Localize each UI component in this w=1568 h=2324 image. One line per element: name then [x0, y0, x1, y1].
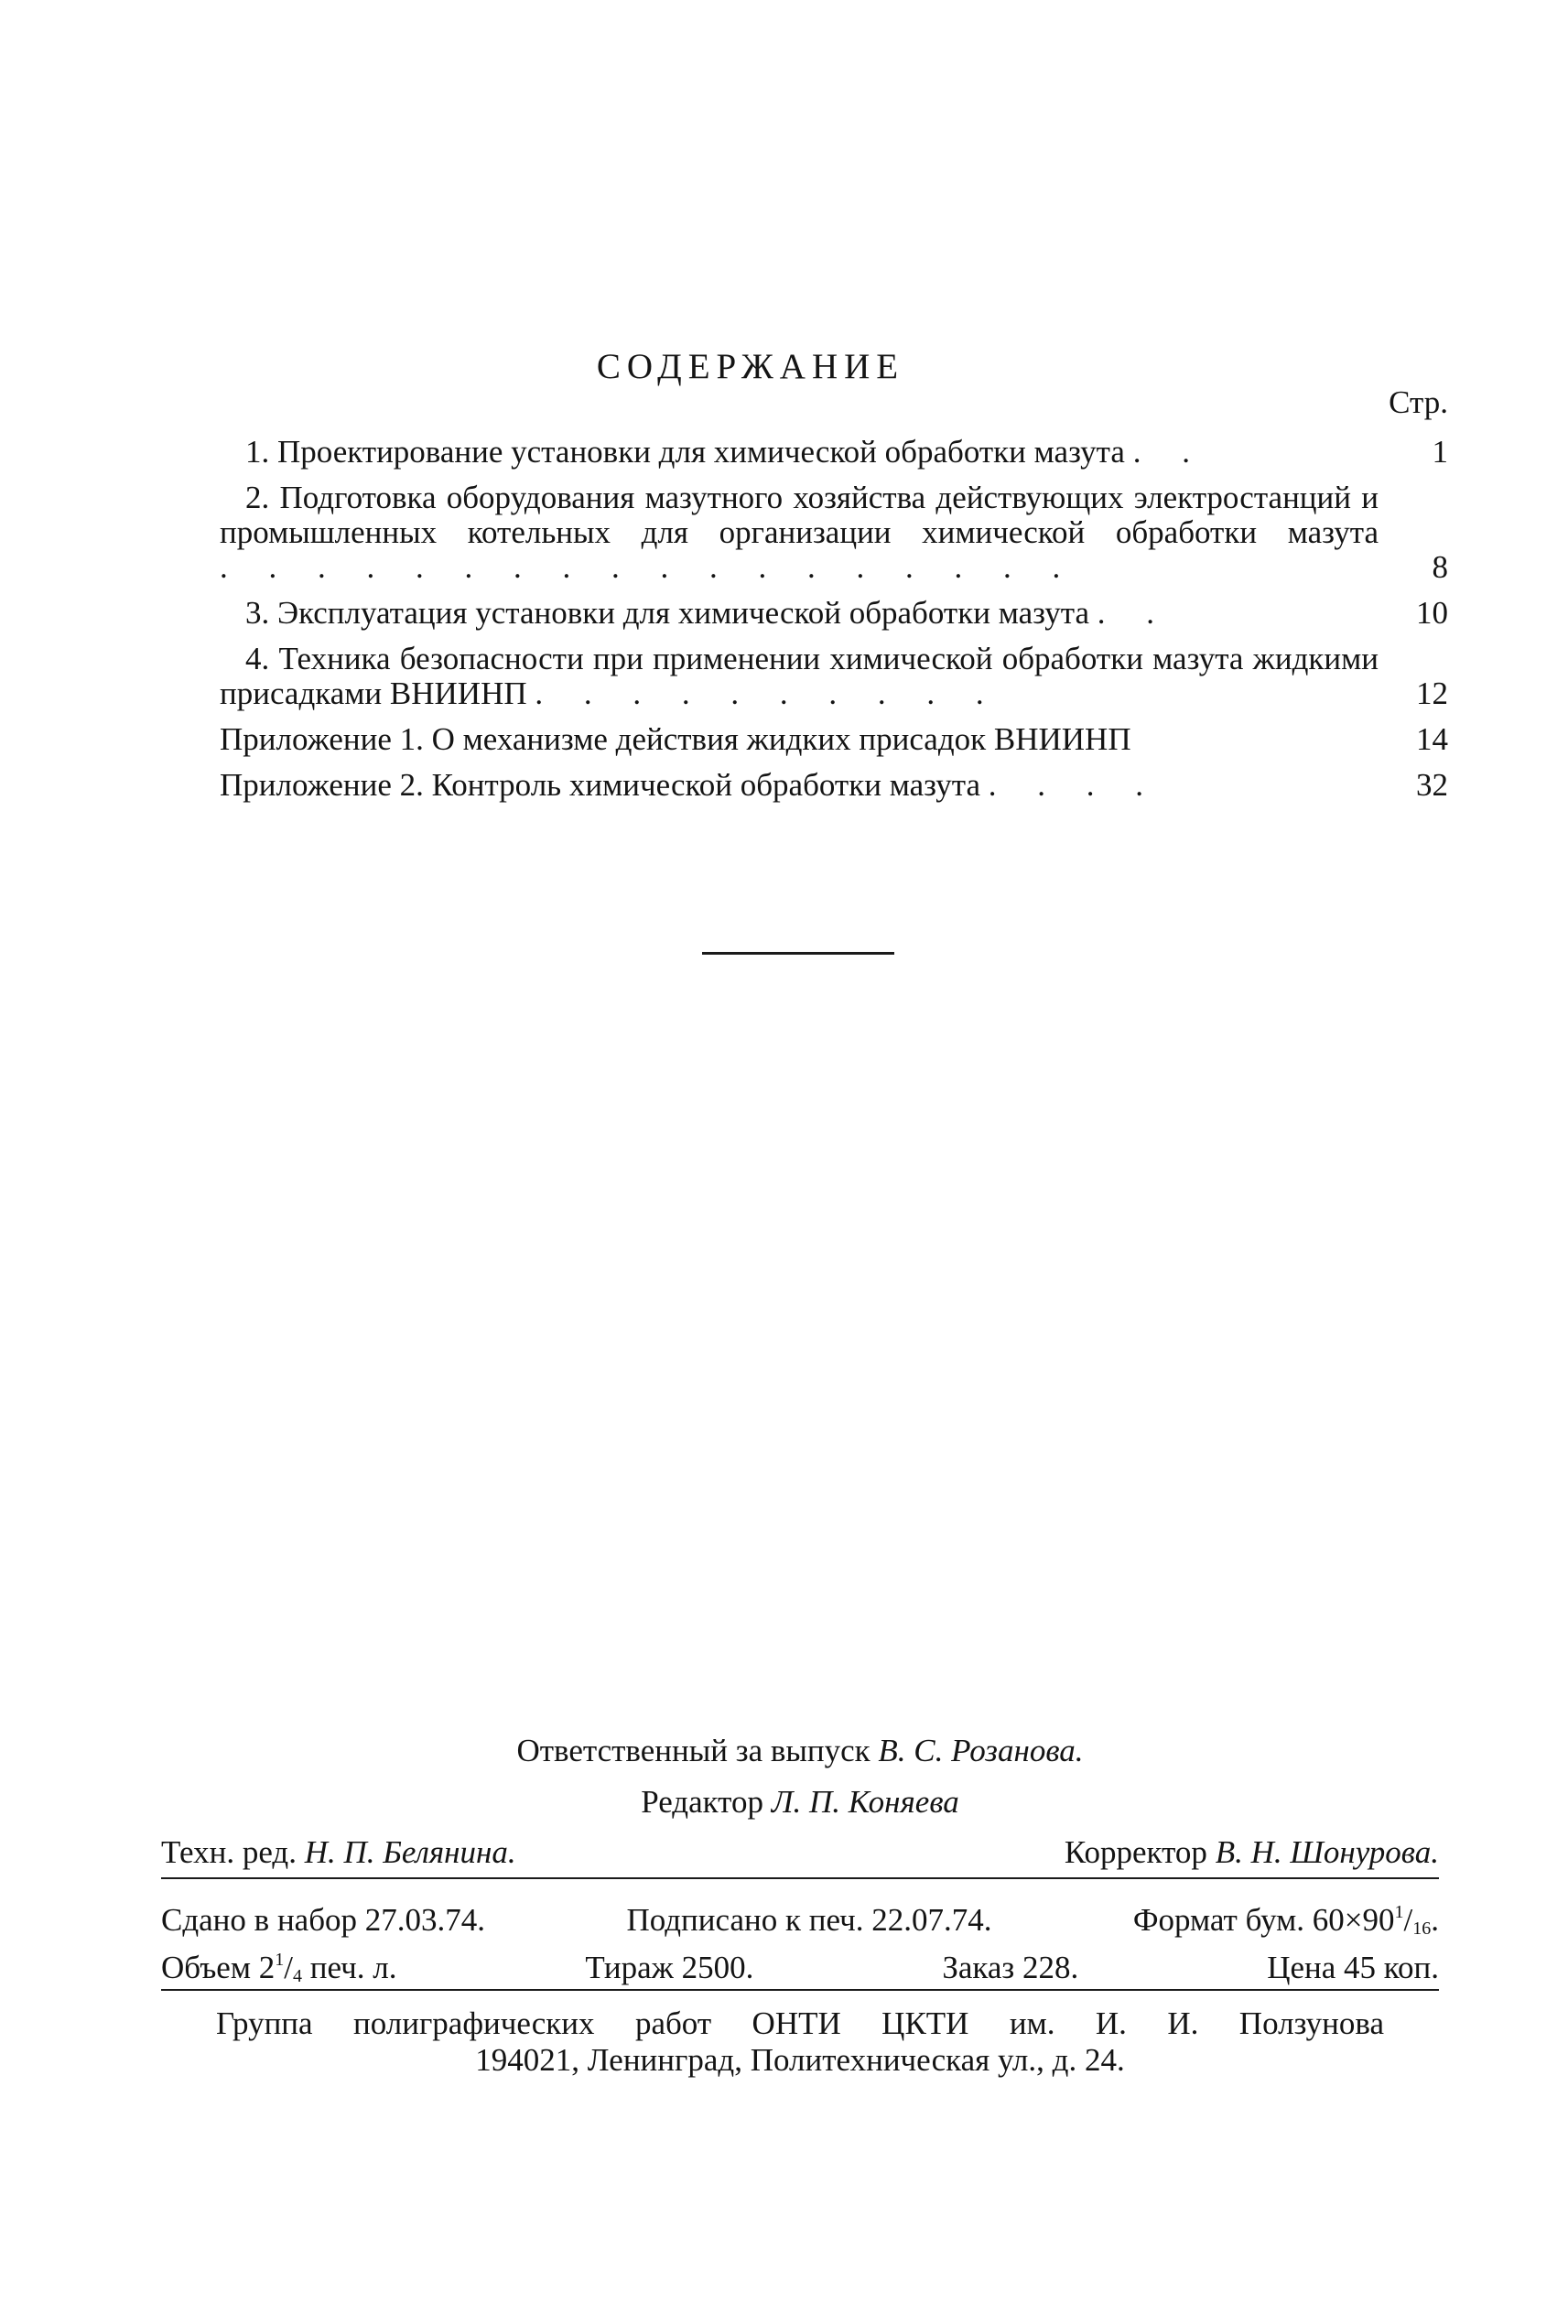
print-run: Тираж 2500. [585, 1950, 754, 1985]
toc-entry-text: 4. Техника безопасности при применении химической обработки мазута жидкими присадками ВНИИНП [220, 641, 1379, 711]
proofreader-label: Корректор [1064, 1834, 1207, 1870]
toc-entry [220, 596, 1448, 631]
editor-label: Редактор [641, 1784, 764, 1820]
toc-entry [220, 722, 1448, 757]
proofreader [1065, 1828, 1439, 1877]
printer-name: Группа полиграфических работ ОНТИ ЦКТИ им. И. И. Ползунова [216, 2005, 1384, 2041]
responsible-name: В. С. Розанова. [878, 1733, 1084, 1768]
responsible-line [161, 1725, 1439, 1777]
responsible-label: Ответственный за выпуск [516, 1733, 871, 1768]
submitted-date: Сдано в набор 27.03.74. [161, 1902, 486, 1938]
toc-entry-leader: . . . . . . . . . . . . . . . . . . [220, 549, 1077, 585]
paper-format: Формат бум. $60\times 90^1/_{16}$. [1132, 1902, 1439, 1939]
editor-line [161, 1777, 1439, 1828]
tech-editor-name: Н. П. Белянина. [304, 1834, 516, 1870]
section-divider [702, 952, 894, 955]
proofreader-name: В. Н. Шонурова. [1215, 1834, 1439, 1870]
toc-entry-page: 14 [1416, 721, 1448, 757]
toc-entry-page: 8 [1432, 549, 1448, 585]
toc-entry-page: 1 [1432, 434, 1448, 470]
toc-entry-text: 2. Подготовка оборудования мазутного хозяйства действующих электростанций и промышленных котельных для организации химической обработки мазута [220, 480, 1379, 550]
printer-address: 194021, Ленинград, Политехническая ул., д. 24. [475, 2042, 1125, 2078]
publication-row-1 [161, 1888, 1439, 1939]
price: Цена 45 коп. [1267, 1950, 1439, 1985]
toc-entry [220, 768, 1448, 803]
toc-entry-leader: . . [1132, 434, 1206, 470]
tech-editor [161, 1828, 516, 1877]
toc-title: СОДЕРЖАНИЕ [596, 347, 905, 386]
tech-editor-label: Техн. ред. [161, 1834, 297, 1870]
staff-line [161, 1828, 1439, 1877]
toc-entry-text: Приложение 2. Контроль химической обработки мазута [220, 767, 980, 803]
toc-entry [220, 481, 1448, 585]
table-of-contents [220, 435, 1448, 814]
publication-details [161, 1879, 1439, 1989]
toc-entry-text: 1. Проектирование установки для химической обработки мазута [245, 434, 1125, 470]
order-number: Заказ 228. [942, 1950, 1079, 1985]
toc-entry-text: 3. Эксплуатация установки для химической обработки мазута [245, 595, 1089, 631]
toc-entry [220, 642, 1448, 711]
imprint-block [161, 1725, 1439, 2079]
toc-entry [220, 435, 1448, 470]
toc-page-column-header: Стр. [1389, 384, 1448, 420]
signed-date: Подписано к печ. 22.07.74. [626, 1902, 992, 1938]
toc-entry-leader: . . . . . . . . . . [535, 676, 1000, 711]
toc-entry-page: 32 [1416, 767, 1448, 803]
editor-name: Л. П. Коняева [771, 1784, 959, 1820]
toc-entry-text: Приложение 1. О механизме действия жидких присадок ВНИИНП [220, 721, 1131, 757]
printer-info [161, 1991, 1439, 2079]
volume: Объем $2^1/_4$ печ. л. [161, 1950, 397, 1986]
toc-entry-page: 12 [1416, 676, 1448, 711]
toc-entry-leader: . . . . [988, 767, 1160, 803]
toc-entry-page: 10 [1416, 595, 1448, 631]
toc-entry-leader: . . [1097, 595, 1171, 631]
